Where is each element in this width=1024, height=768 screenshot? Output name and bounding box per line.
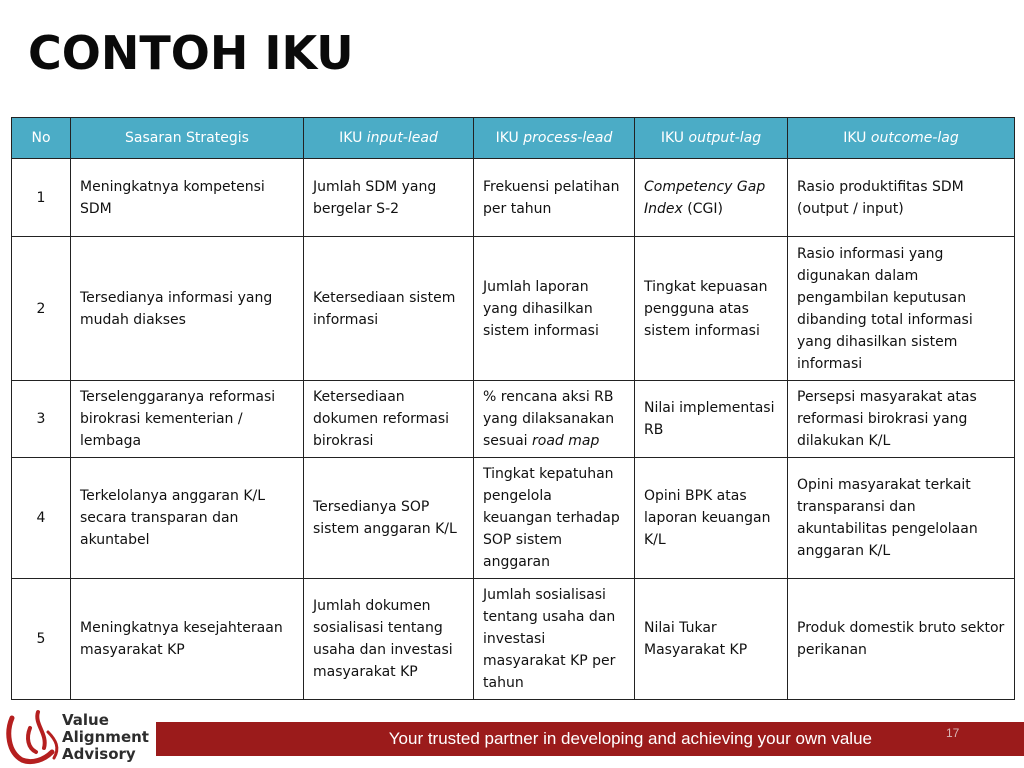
cell-output-lag: Nilai implementasi RB [635,381,788,458]
cell-outcome-lag: Persepsi masyarakat atas reformasi birokrasi yang dilakukan K/L [788,381,1015,458]
header-no: No [12,118,71,159]
iku-table-container [11,117,1015,700]
header-iku-input-lead [304,118,474,159]
cell-input-lead: Ketersediaan dokumen reformasi birokrasi [304,381,474,458]
header-iku-process-lead [474,118,635,159]
cell-sasaran: Terkelolanya anggaran K/L secara transparan dan akuntabel [71,458,304,579]
cell-output-lag: Nilai Tukar Masyarakat KP [635,579,788,700]
header-emphasis: input-lead [366,130,438,146]
header-prefix: IKU [495,130,524,146]
header-prefix: IKU [843,130,871,146]
cell-process-lead [474,381,635,458]
header-emphasis: process-lead [523,130,613,146]
page-title: CONTOH IKU [28,26,354,80]
cell-sasaran: Terselenggaranya reformasi birokrasi kementerian / lembaga [71,381,304,458]
header-emphasis: outcome-lag [870,130,959,146]
cell-sasaran: Meningkatnya kesejahteraan masyarakat KP [71,579,304,700]
cell-process-lead: Jumlah sosialisasi tentang usaha dan investasi masyarakat KP per tahun [474,579,635,700]
header-iku-outcome-lag [788,118,1015,159]
cell-process-lead: Jumlah laporan yang dihasilkan sistem informasi [474,237,635,381]
cell-no: 3 [12,381,71,458]
cell-input-lead: Jumlah dokumen sosialisasi tentang usaha dan investasi masyarakat KP [304,579,474,700]
iku-table [11,117,1015,700]
cell-emphasis: Competency Gap Index [644,178,766,217]
footer-tagline: Your trusted partner in developing and achieving your own value [388,729,872,748]
table-row [12,381,1015,458]
cell-sasaran: Tersedianya informasi yang mudah diakses [71,237,304,381]
logo-line: Advisory [62,745,136,763]
cell-prefix: % rencana aksi RB yang dilaksanakan sesuai [483,389,615,449]
logo-wordmark [62,712,149,763]
page-number: 17 [946,726,960,740]
cell-input-lead: Jumlah SDM yang bergelar S-2 [304,159,474,237]
cell-process-lead: Tingkat kepatuhan pengelola keuangan terhadap SOP sistem anggaran [474,458,635,579]
header-prefix: IKU [660,130,689,146]
header-emphasis: output-lag [688,130,762,146]
table-row [12,458,1015,579]
logo-line: Alignment [62,728,149,746]
cell-no: 5 [12,579,71,700]
cell-input-lead: Ketersediaan sistem informasi [304,237,474,381]
cell-process-lead: Frekuensi pelatihan per tahun [474,159,635,237]
cell-emphasis: road map [532,433,600,449]
header-prefix: IKU [339,130,367,146]
cell-outcome-lag: Rasio informasi yang digunakan dalam pengambilan keputusan dibanding total informasi yang dihasilkan sistem informasi [788,237,1015,381]
cell-outcome-lag: Rasio produktifitas SDM (output / input) [788,159,1015,237]
cell-sasaran: Meningkatnya kompetensi SDM [71,159,304,237]
cell-output-lag: Opini BPK atas laporan keuangan K/L [635,458,788,579]
table-row [12,237,1015,381]
cell-no: 1 [12,159,71,237]
cell-no: 2 [12,237,71,381]
cell-outcome-lag: Produk domestik bruto sektor perikanan [788,579,1015,700]
header-iku-output-lag [635,118,788,159]
cell-input-lead: Tersedianya SOP sistem anggaran K/L [304,458,474,579]
table-row [12,159,1015,237]
logo-line: Value [62,711,109,729]
table-row [12,579,1015,700]
cell-outcome-lag: Opini masyarakat terkait transparansi dan akuntabilitas pengelolaan anggaran K/L [788,458,1015,579]
header-sasaran-strategis: Sasaran Strategis [71,118,304,159]
cell-output-lag: Tingkat kepuasan pengguna atas sistem informasi [635,237,788,381]
table-header-row [12,118,1015,159]
cell-no: 4 [12,458,71,579]
cell-output-lag [635,159,788,237]
cell-suffix: (CGI) [682,200,723,217]
